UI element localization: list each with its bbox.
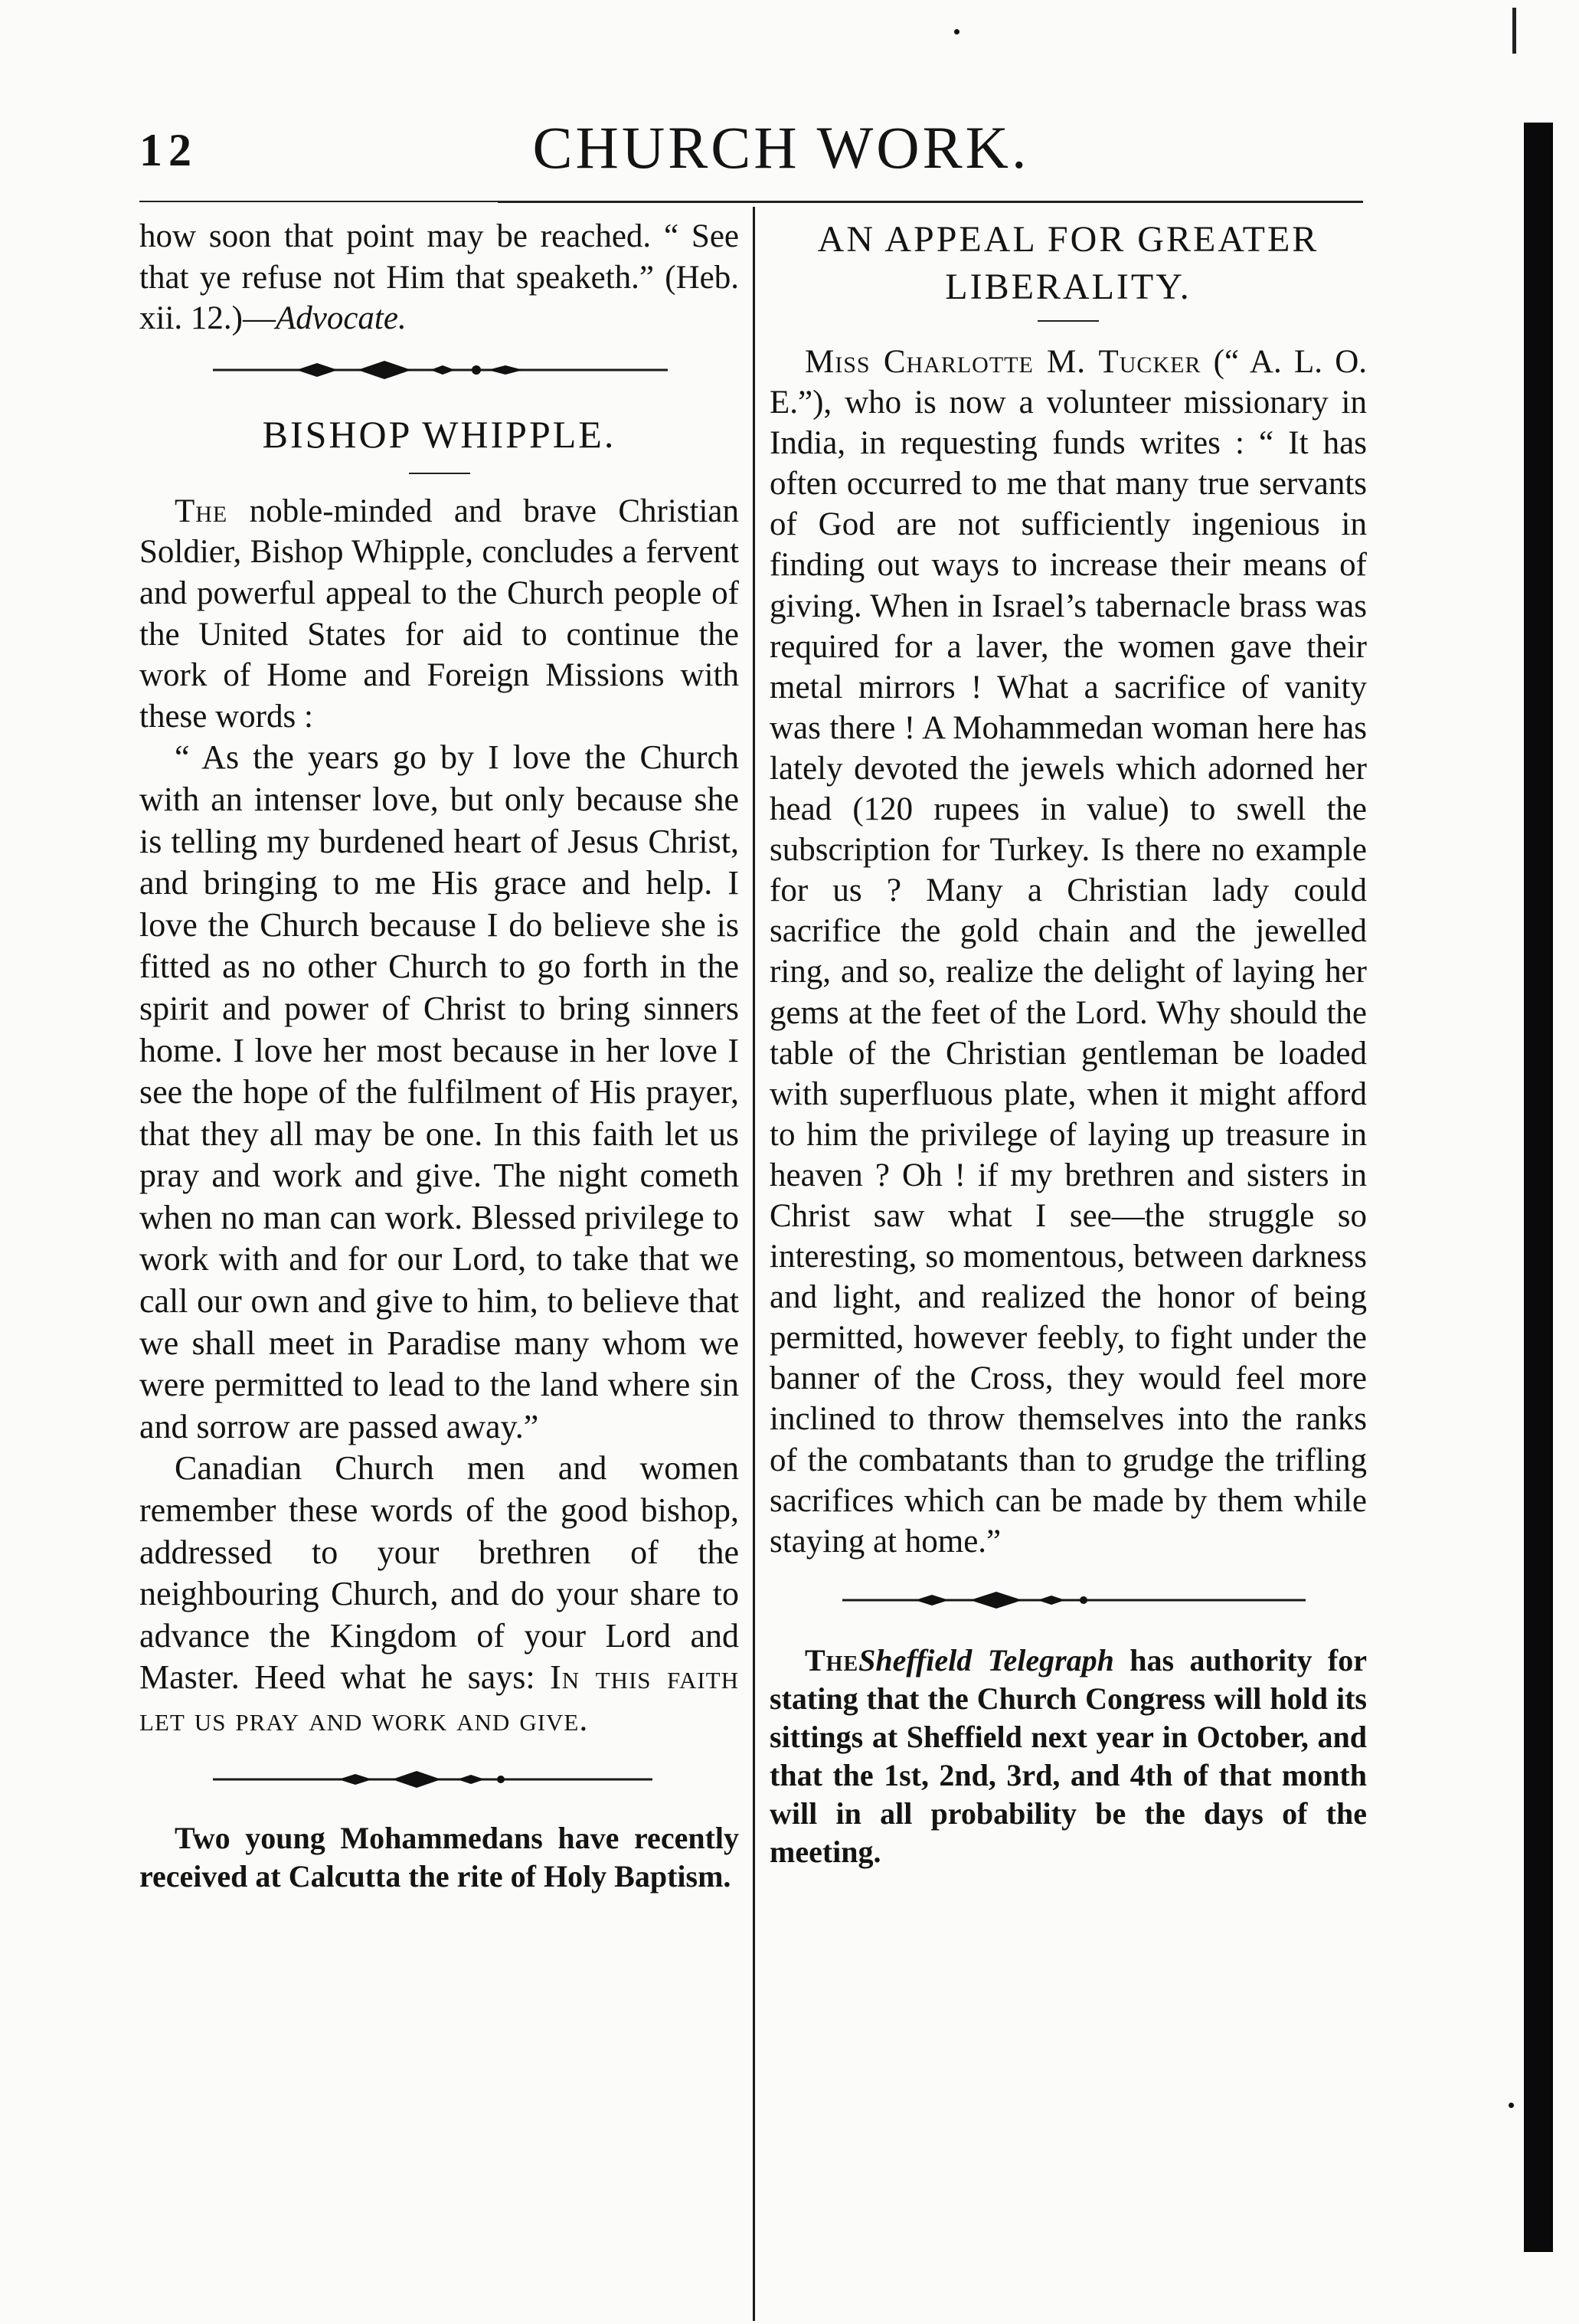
source-credit: Advocate. — [275, 300, 407, 337]
scan-edge-mark — [1512, 8, 1516, 54]
heading-rule — [1038, 320, 1099, 322]
left-column — [139, 216, 739, 1896]
whipple-quote: “ As the years go by I love the Church with an intenser love, but only because she is telling my burdened heart of Jesus Christ, and bringing to me His grace and help. I love the Church because I do believe she is fitted as no other Church to go forth in the spirit and power of Christ to bring sinners home. I love her most because in her love I see the hope of the fulfilment of His prayer, that they all may be one. In this faith let us pray and work and give. The night cometh when no man can work. Blessed privilege to work with and for our Lord, to take that we call our own and give to him, to believe that we shall meet in Paradise many whom we were permitted to lead to the land where sin and sorrow are passed away.” — [139, 738, 739, 1445]
column-divider — [753, 207, 755, 2321]
whipple-intro — [139, 491, 739, 738]
appeal-text: Canadian Church men and women remember these words of the good bishop, addressed to your brethren of the neighbouring Church, and do your share to advance the Kingdom of your Lord and Master. Heed what he says: — [139, 1449, 739, 1697]
ink-speck — [954, 29, 959, 34]
church-congress-note — [770, 1642, 1367, 1871]
whipple-appeal — [139, 1448, 739, 1740]
section-ornament — [770, 1579, 1367, 1622]
appeal-body-text: (“ A. L. O. E.”), who is now a volunteer missionary in India, in requesting funds writes : “ It has often occurred to me that many true servants of God are not sufficiently ingenious in finding out ways to increase their means of giving. When in Israel’s tabernacle brass was required for a laver, the women gave their metal mirrors ! What a sacrifice of vanity was there ! A Mohammedan woman here has lately devoted the jewels which adorned her head (120 rupees in value) to swell the subscription for Turkey. Is there no example for us ? Many a Christian lady could sacrifice the gold chain and the jewelled ring, and so, realize the delight of laying her gems at the feet of the Lord. Why should the table of the Christian gentleman be loaded with superfluous plate, when it might afford to him the privilege of laying up treasure in heaven ? Oh ! if my brethren and sisters in Christ saw what I see—the struggle so interesting, so momentous, between darkness and light, and realized the honor of being permitted, however feebly, to fight under the banner of the Cross, they would feel more inclined to throw themselves into the ranks of the combatants than to grudge the trifling sacrifices which can be made by them while staying at home.” — [770, 344, 1368, 1560]
appeal-motto: In this faith let us pray and work and give. — [139, 1658, 740, 1738]
baptism-note: Two young Mohammedans have recently received at Calcutta the rite of Holy Baptism. — [139, 1820, 739, 1894]
appeal-heading: AN APPEAL FOR GREATER LIBERALITY. — [817, 219, 1319, 307]
newspaper-name: Sheffield Telegraph — [858, 1642, 1114, 1678]
scan-edge-shadow — [1524, 123, 1553, 2252]
right-column — [770, 216, 1367, 1871]
section-ornament — [139, 349, 739, 391]
section-ornament — [139, 1758, 739, 1801]
author-name: Miss Charlotte M. Tucker — [805, 344, 1201, 380]
note-lead-word: The — [805, 1642, 859, 1678]
continued-paragraph — [139, 216, 739, 339]
continued-text: how soon that point may be reached. “ See that ye refuse not Him that speaketh.” (Heb. xii. 12.)— — [139, 218, 739, 337]
intro-lead-word: The — [175, 493, 228, 529]
congress-note-text: has authority for stating that the Church Congress will hold its sittings at Sheffield next year in October, and that the 1st, 2nd, 3rd, and 4th of that month will in all probability be the days of the meeting. — [770, 1642, 1367, 1869]
intro-text: noble-minded and brave Christian Soldier, Bishop Whipple, concludes a fervent and powerful appeal to the Church people of the United States for aid to continue the work of Home and Foreign Missions with these words : — [139, 493, 739, 735]
heading-rule — [409, 473, 470, 474]
running-title: CHURCH WORK. — [532, 114, 1030, 181]
bishop-whipple-heading: BISHOP WHIPPLE. — [262, 412, 616, 456]
page-number: 12 — [139, 125, 198, 175]
appeal-body — [770, 342, 1367, 1562]
header-rule-left — [139, 201, 499, 202]
header-rule — [498, 201, 1363, 203]
ink-speck — [1509, 2103, 1514, 2108]
